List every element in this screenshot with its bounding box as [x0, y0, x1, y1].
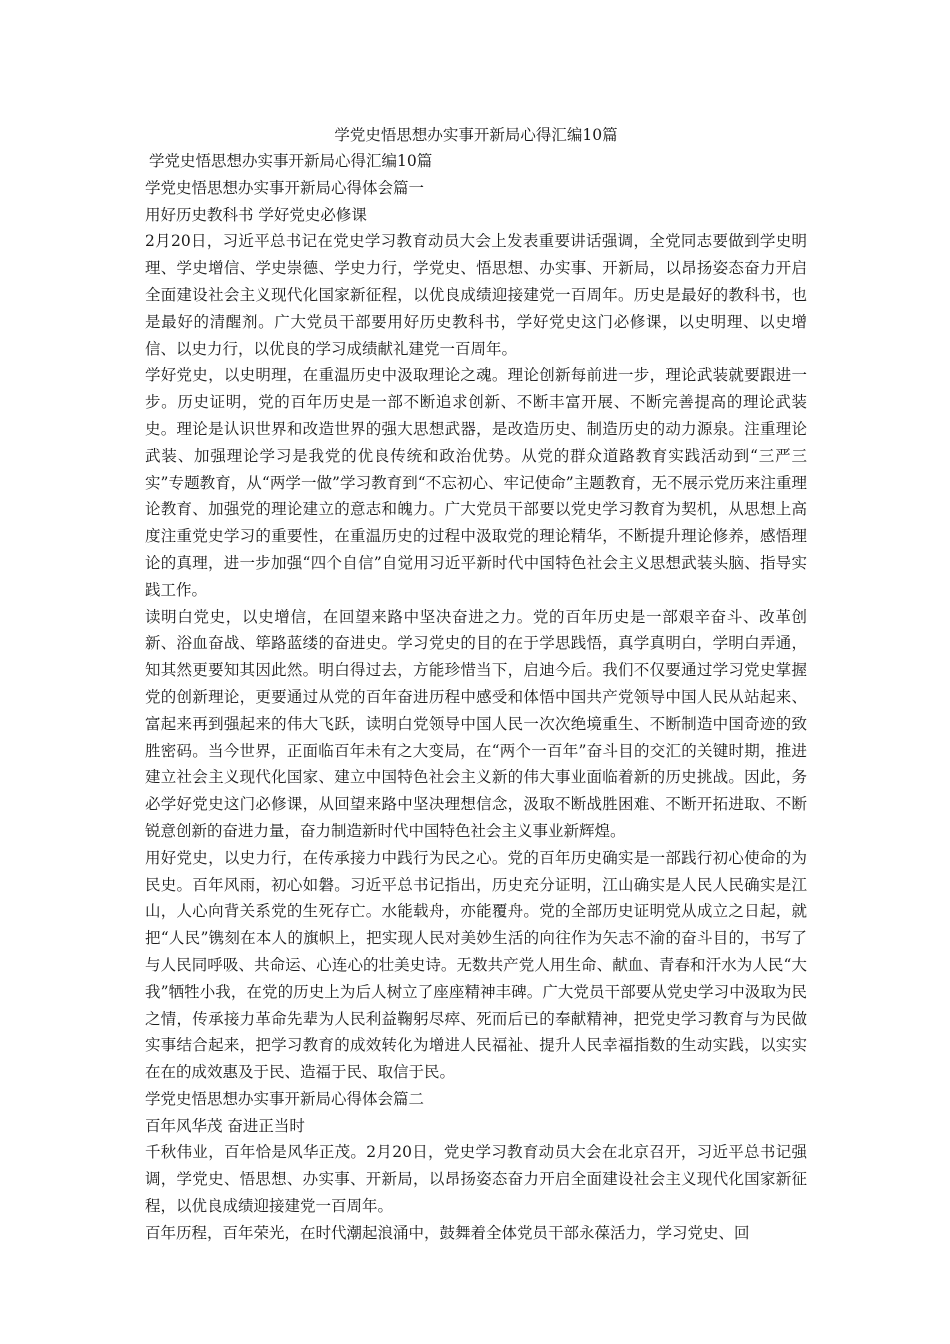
document-page: [145, 122, 807, 1247]
document-title: 学党史悟思想办实事开新局心得汇编10篇: [334, 126, 618, 144]
body-paragraph: 2月20日，习近平总书记在党史学习教育动员大会上发表重要讲话强调，全党同志要做到学史明理、学史增信、学史崇德、学史力行，学党史、悟思想、办实事、开新局，以昂扬姿态奋力开启全面建设社会主义现代化国家新征程，以优良成绩迎接建党一百周年。历史是最好的教科书，也是最好的清醒剂。广大党员干部要用好历史教科书，学好党史这门必修课，以史明理、以史增信、以史力行，以优良的学习成绩献礼建党一百周年。: [145, 232, 807, 358]
section-heading-2: 学党史悟思想办实事开新局心得体会篇二: [145, 1089, 425, 1108]
section-heading-1: 学党史悟思想办实事开新局心得体会篇一: [145, 178, 425, 197]
section-subheading-2: 百年风华茂 奋进正当时: [145, 1116, 305, 1135]
body-paragraph: 百年历程，百年荣光，在时代潮起浪涌中，鼓舞着全体党员干部永葆活力，学习党史、回: [145, 1223, 750, 1242]
document-subtitle: 学党史悟思想办实事开新局心得汇编10篇: [149, 152, 433, 170]
section-subheading-1: 用好历史教科书 学好党史必修课: [145, 205, 367, 224]
body-paragraph: 学好党史，以史明理，在重温历史中汲取理论之魂。理论创新每前进一步，理论武装就要跟进一步。历史证明，党的百年历史是一部不断追求创新、不断丰富开展、不断完善提高的理论武装史。理论是认识世界和改造世界的强大思想武器，是改造历史、制造历史的动力源泉。注重理论武装、加强理论学习是我党的优良传统和政治优势。从党的群众道路教育实践活动到“三严三实”专题教育，从“两学一做”学习教育到“不忘初心、牢记使命”主题教育，无不展示党历来注重理论教育、加强党的理论建立的意志和魄力。广大党员干部要以党史学习教育为契机，从思想上高度注重党史学习的重要性，在重温历史的过程中汲取党的理论精华，不断提升理论修养，感悟理论的真理，进一步加强“四个自信”自觉用习近平新时代中国特色社会主义思想武装头脑、指导实践工作。: [145, 366, 807, 599]
body-paragraph: 读明白党史，以史增信，在回望来路中坚决奋进之力。党的百年历史是一部艰辛奋斗、改革创新、浴血奋战、筚路蓝缕的奋进史。学习党史的目的在于学思践悟，真学真明白，学明白弄通，知其然更要知其因此然。明白得过去，方能珍惜当下，启迪今后。我们不仅要通过学习党史掌握党的创新理论，更要通过从党的百年奋进历程中感受和体悟中国共产党领导中国人民从站起来、富起来再到强起来的伟大飞跃，读明白党领导中国人民一次次绝境重生、不断制造中国奇迹的致胜密码。当今世界，正面临百年未有之大变局，在“两个一百年”奋斗目的交汇的关键时期，推进建立社会主义现代化国家、建立中国特色社会主义新的伟大事业面临着新的历史挑战。因此，务必学好党史这门必修课，从回望来路中坚决理想信念，汲取不断战胜困难、不断开拓进取、不断锐意创新的奋进力量，奋力制造新时代中国特色社会主义事业新辉煌。: [145, 607, 807, 840]
body-paragraph: 千秋伟业，百年恰是风华正茂。2月20日，党史学习教育动员大会在北京召开，习近平总书记强调，学党史、悟思想、办实事、开新局，以昂扬姿态奋力开启全面建设社会主义现代化国家新征程，以优良成绩迎接建党一百周年。: [145, 1143, 807, 1216]
body-paragraph: 用好党史，以史力行，在传承接力中践行为民之心。党的百年历史确实是一部践行初心使命的为民史。百年风雨，初心如磐。习近平总书记指出，历史充分证明，江山确实是人民人民确实是江山，人心向背关系党的生死存亡。水能载舟，亦能覆舟。党的全部历史证明党从成立之日起，就把“人民”镌刻在本人的旗帜上，把实现人民对美妙生活的向往作为矢志不渝的奋斗目的，书写了与人民同呼吸、共命运、心连心的壮美史诗。无数共产党人用生命、献血、青春和汗水为人民“大我”牺牲小我，在党的历史上为后人树立了座座精神丰碑。广大党员干部要从党史学习中汲取为民之情，传承接力革命先辈为人民利益鞠躬尽瘁、死而后已的奉献精神，把党史学习教育与为民做实事结合起来，把学习教育的成效转化为增进人民福祉、提升人民幸福指数的生动实践，以实实在在的成效惠及于民、造福于民、取信于民。: [145, 848, 807, 1082]
